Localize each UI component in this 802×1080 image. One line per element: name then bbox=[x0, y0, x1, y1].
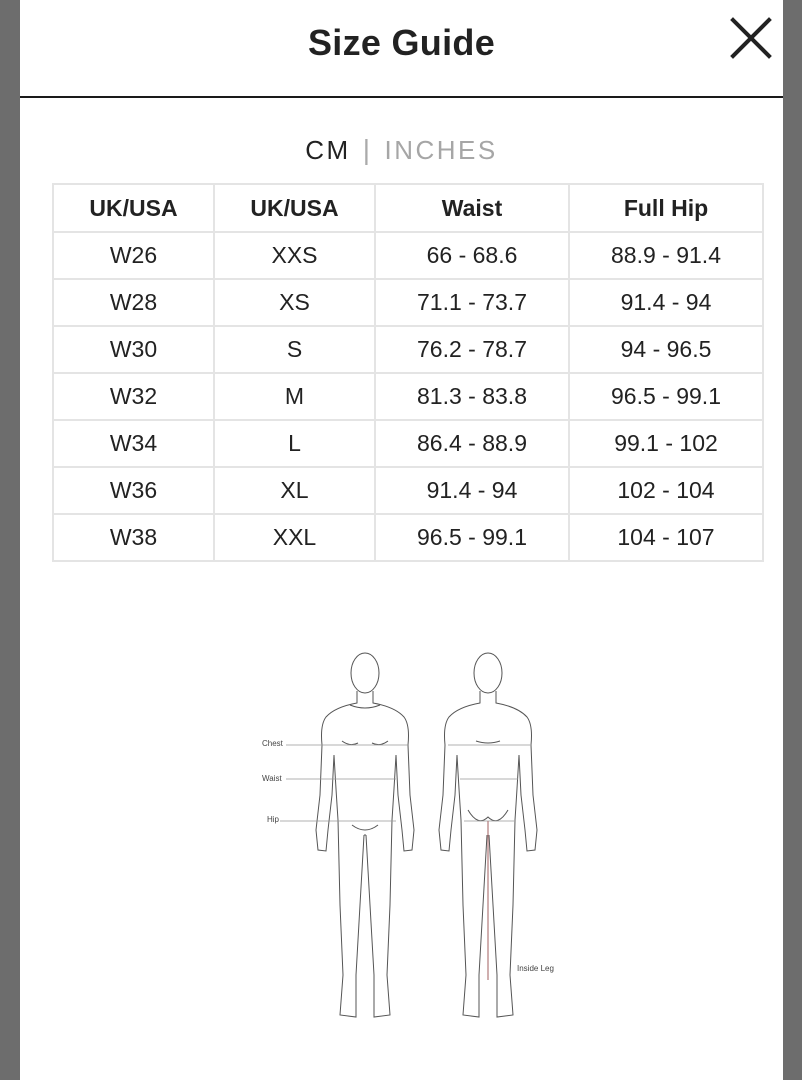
size-table bbox=[52, 183, 764, 562]
table-row bbox=[53, 326, 763, 373]
body-outline-illustration bbox=[240, 645, 570, 1030]
close-icon[interactable] bbox=[727, 14, 775, 62]
close-button[interactable] bbox=[727, 14, 775, 62]
modal-header bbox=[20, 0, 783, 98]
table-cell: 96.5 - 99.1 bbox=[569, 373, 763, 420]
table-cell: W34 bbox=[53, 420, 214, 467]
table-row bbox=[53, 373, 763, 420]
table-cell: 66 - 68.6 bbox=[375, 232, 569, 279]
measurement-guides bbox=[280, 745, 530, 821]
hip-label: Hip bbox=[267, 815, 280, 824]
table-cell: W30 bbox=[53, 326, 214, 373]
unit-inches-tab[interactable]: INCHES bbox=[384, 135, 498, 165]
chest-label: Chest bbox=[262, 739, 283, 748]
table-cell: 81.3 - 83.8 bbox=[375, 373, 569, 420]
table-cell: 88.9 - 91.4 bbox=[569, 232, 763, 279]
table-row bbox=[53, 279, 763, 326]
column-header: UK/USA bbox=[214, 184, 375, 232]
table-cell: 86.4 - 88.9 bbox=[375, 420, 569, 467]
column-header: Full Hip bbox=[569, 184, 763, 232]
unit-cm-tab[interactable]: CM bbox=[305, 135, 351, 165]
column-header: UK/USA bbox=[53, 184, 214, 232]
table-cell: W28 bbox=[53, 279, 214, 326]
column-header: Waist bbox=[375, 184, 569, 232]
table-cell: 102 - 104 bbox=[569, 467, 763, 514]
waist-label: Waist bbox=[262, 774, 282, 783]
table-cell: XXL bbox=[214, 514, 375, 561]
table-header-row bbox=[53, 184, 763, 232]
table-cell: 96.5 - 99.1 bbox=[375, 514, 569, 561]
front-figure bbox=[316, 653, 414, 1017]
table-cell: W36 bbox=[53, 467, 214, 514]
table-cell: W32 bbox=[53, 373, 214, 420]
table-cell: XXS bbox=[214, 232, 375, 279]
table-cell: 91.4 - 94 bbox=[375, 467, 569, 514]
table-cell: 94 - 96.5 bbox=[569, 326, 763, 373]
table-cell: S bbox=[214, 326, 375, 373]
page-title: Size Guide bbox=[307, 22, 496, 63]
body-measurement-diagram bbox=[240, 645, 570, 1030]
table-cell: 99.1 - 102 bbox=[569, 420, 763, 467]
table-row bbox=[53, 514, 763, 561]
table-cell: W38 bbox=[53, 514, 214, 561]
inside-leg-label: Inside Leg bbox=[517, 964, 554, 973]
size-guide-modal bbox=[20, 0, 783, 1080]
table-row bbox=[53, 232, 763, 279]
table-row bbox=[53, 420, 763, 467]
table-cell: 76.2 - 78.7 bbox=[375, 326, 569, 373]
table-cell: XL bbox=[214, 467, 375, 514]
table-cell: 91.4 - 94 bbox=[569, 279, 763, 326]
unit-separator: | bbox=[362, 134, 373, 165]
unit-toggle bbox=[20, 134, 783, 166]
table-cell: XS bbox=[214, 279, 375, 326]
table-cell: 71.1 - 73.7 bbox=[375, 279, 569, 326]
table-row bbox=[53, 467, 763, 514]
table-cell: 104 - 107 bbox=[569, 514, 763, 561]
table-cell: W26 bbox=[53, 232, 214, 279]
table-cell: L bbox=[214, 420, 375, 467]
table-cell: M bbox=[214, 373, 375, 420]
